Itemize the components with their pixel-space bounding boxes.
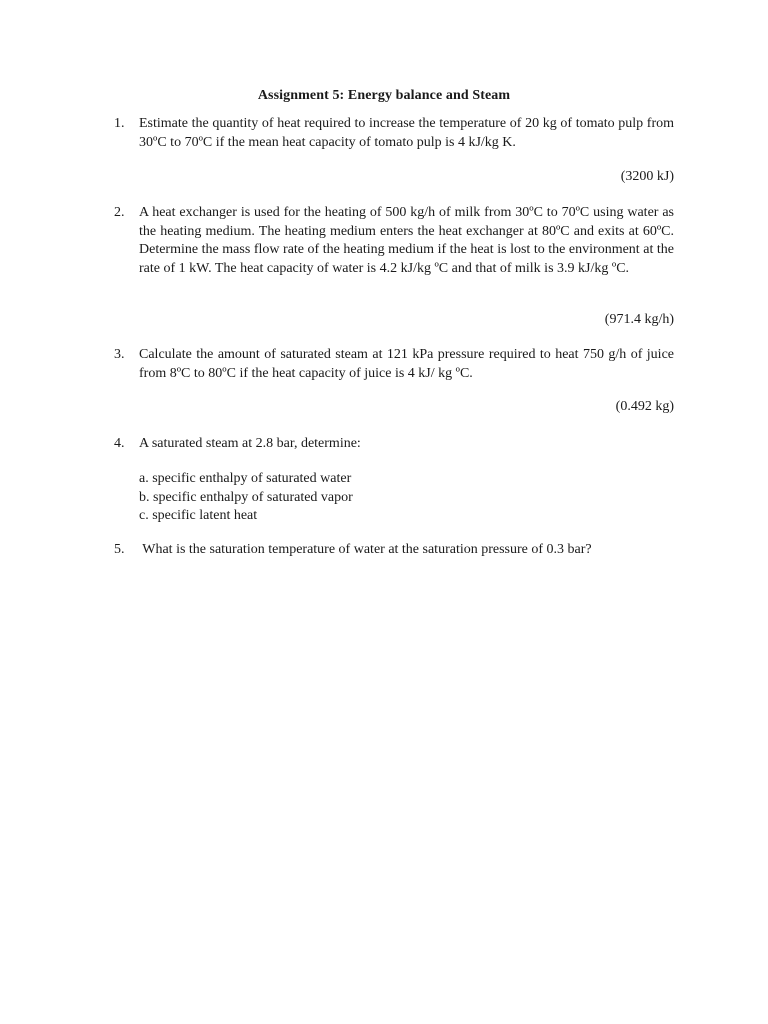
question-number: 2. <box>114 205 125 220</box>
question-1-answer: (3200 kJ) <box>620 169 674 184</box>
question-number: 1. <box>114 116 125 131</box>
question-number: 5. <box>114 542 125 557</box>
question-2 <box>114 204 674 278</box>
document-title: Assignment 5: Energy balance and Steam <box>257 88 511 103</box>
question-text: A saturated steam at 2.8 bar, determine: <box>139 436 361 451</box>
question-4 <box>114 435 674 454</box>
question-number: 4. <box>114 436 125 451</box>
question-2-answer: (971.4 kg/h) <box>604 312 674 327</box>
subitem-c: c. specific latent heat <box>139 508 258 523</box>
question-text: Calculate the amount of saturated steam at 121 kPa pressure required to heat 750 g/h of juice from 8ºC to 80ºC if the heat capacity of juice is 4 kJ/ kg ºC. <box>139 347 674 381</box>
question-text: A heat exchanger is used for the heating of 500 kg/h of milk from 30ºC to 70ºC using water as the heating medium. The heating medium enters the heat exchanger at 80ºC and exits at 60ºC. Determine the mass flow rate of the heating medium if the heat is lost to the environment at the rate of 1 kW. The heat capacity of water is 4.2 kJ/kg ºC and that of milk is 3.9 kJ/kg ºC. <box>139 205 674 276</box>
question-4-subitems <box>139 470 353 526</box>
question-3-answer: (0.492 kg) <box>615 399 674 414</box>
question-text: What is the saturation temperature of water at the saturation pressure of 0.3 bar? <box>139 542 592 557</box>
subitem-a: a. specific enthalpy of saturated water <box>139 471 352 486</box>
question-text: Estimate the quantity of heat required to increase the temperature of 20 kg of tomato pulp from 30ºC to 70ºC if the mean heat capacity of tomato pulp is 4 kJ/kg K. <box>139 116 674 150</box>
question-number: 3. <box>114 347 125 362</box>
question-1 <box>114 115 674 152</box>
question-3 <box>114 346 674 383</box>
subitem-b: b. specific enthalpy of saturated vapor <box>139 489 353 505</box>
question-5 <box>114 541 674 560</box>
